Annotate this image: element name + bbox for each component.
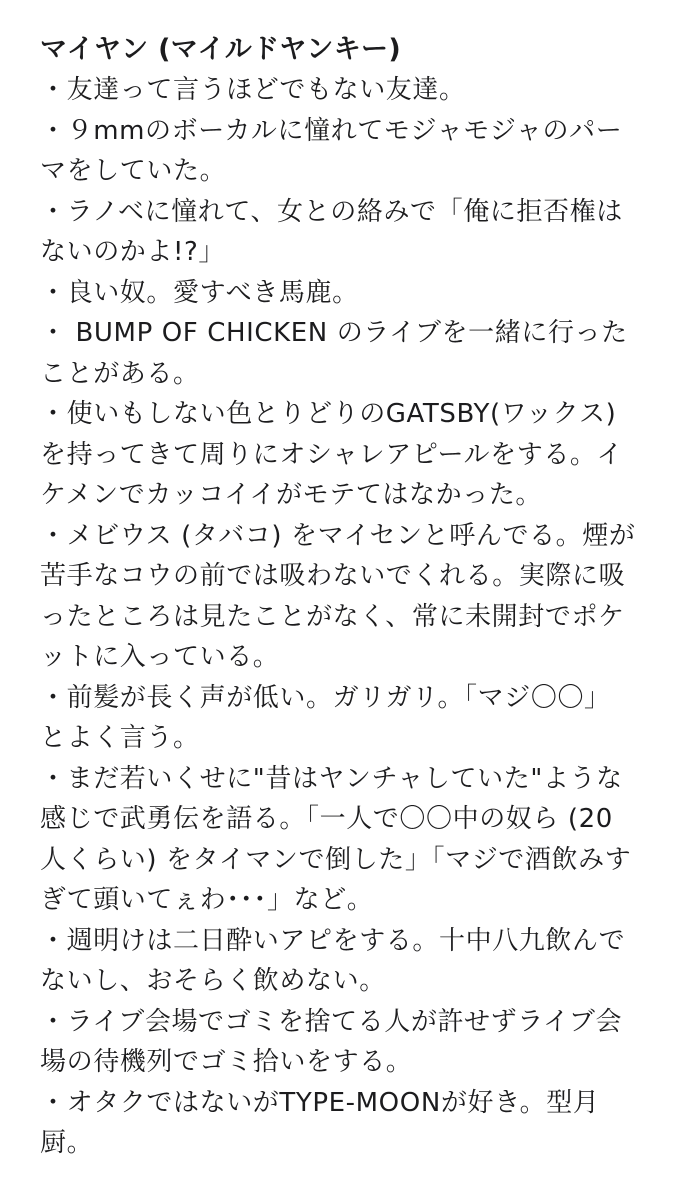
note-line: 苦手なコウの前では吸わないでくれる。実際に吸 [40,561,626,591]
note-line: ・ BUMP OF CHICKEN のライブを一緒に行った [40,318,628,348]
note-line: ・オタクではないがTYPE-MOONが好き。型月 [40,1087,600,1118]
note-line: ・ラノベに憧れて、女との絡みで「俺に拒否権は [40,196,623,227]
note-line: を持ってきて周りにオシャレアピールをする。イ [40,439,624,470]
note-line: ・前髪が長く声が低い。ガリガリ。「マジ〇〇」 [40,682,611,713]
note-line: ことがある。 [40,358,200,389]
note-line: ったところは見たことがなく、常に未開封でポケ [40,601,625,632]
note-line: ・使いもしない色とりどりのGATSBY(ワックス) [40,399,617,429]
note-line: 感じで武勇伝を語る。「一人で〇〇中の奴ら (20 [40,804,613,834]
note-line: ぎて頭いてぇわ･･･」など。 [40,885,374,915]
note-title: マイヤン (マイルドヤンキー) [40,34,401,65]
note-line: ・ライブ会場でゴミを捨てる人が許せずライブ会 [40,1006,623,1037]
note-line: ・９mmのボーカルに憧れてモジャモジャのパー [40,115,623,146]
note-line: ットに入っている。 [40,642,280,672]
note-line: ケメンでカッコイイがモテてはなかった。 [40,480,543,510]
note-line: ・週明けは二日酔いアピをする。十中八九飲んで [40,925,626,956]
note-line: 場の待機列でゴミ拾いをする。 [40,1047,413,1077]
note-line: ・良い奴。愛すべき馬鹿。 [40,277,359,308]
note-line: ないし、おそらく飲めない。 [40,966,386,996]
note-line: 厨。 [40,1128,94,1158]
note-line: マをしていた。 [40,156,227,186]
note-line: 人くらい) をタイマンで倒した」「マジで酒飲みす [40,844,632,875]
note-line: とよく言う。 [40,723,200,753]
note-line: ないのかよ!?」 [40,237,226,267]
note-line: ・メビウス (タバコ) をマイセンと呼んでる。煙が [40,520,636,551]
note-body [40,30,660,1164]
note-line: ・友達って言うほどでもない友達。 [40,75,466,105]
note-line: ・まだ若いくせに"昔はヤンチャしていた"ような [40,763,623,794]
